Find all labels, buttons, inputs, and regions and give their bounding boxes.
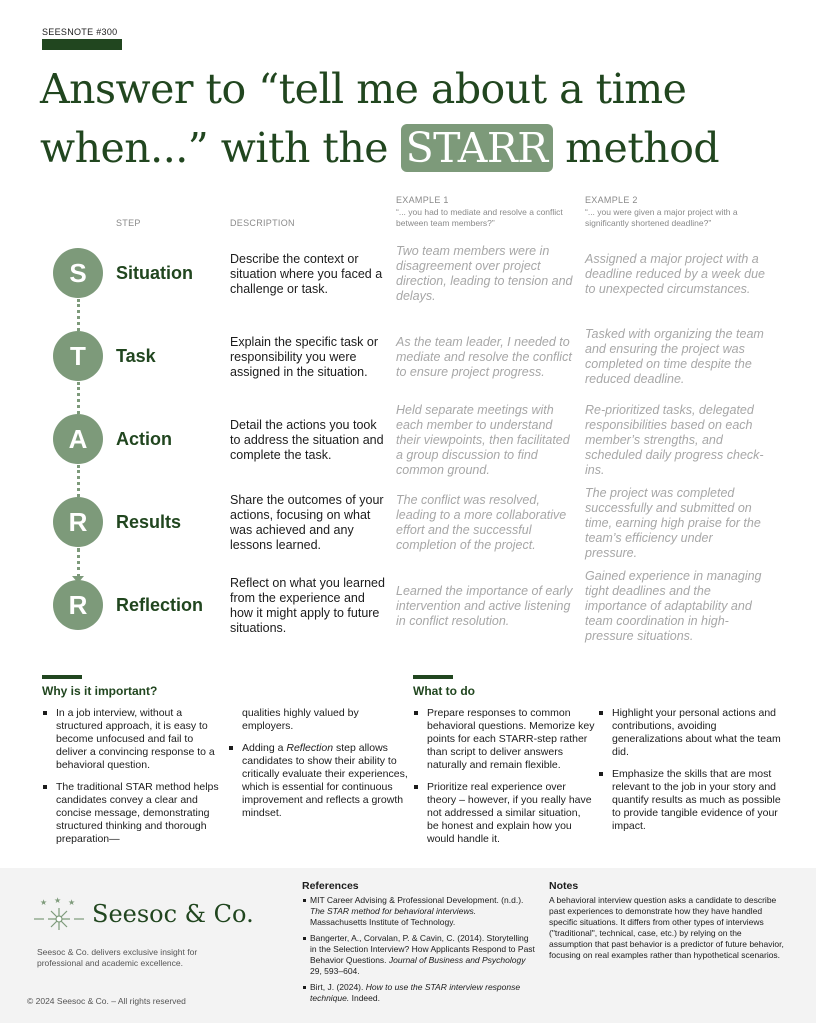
copyright: © 2024 Seesoc & Co. – All rights reserved xyxy=(27,996,186,1006)
step-description: Detail the actions you took to address the situation and complete the task. xyxy=(230,418,384,462)
example1-cell: The conflict was resolved, leading to a more collaborative effort and the successful completion of the project. xyxy=(396,493,567,552)
todo-list-col1 xyxy=(413,707,595,855)
list-item: In a job interview, without a structured approach, it is easy to become unfocused and fail to deliver a convincing response to a behavioral question. xyxy=(56,707,226,772)
logo-sunburst-icon xyxy=(30,896,88,932)
example2-cell: The project was completed successfully and submitted on time, earning high praise for the team’s efficiency under pressure. xyxy=(585,486,761,560)
page-title xyxy=(40,60,800,178)
section-bar xyxy=(413,675,453,679)
references-title: References xyxy=(302,880,359,892)
step-name-reflection: Reflection xyxy=(116,595,204,615)
step-circle-r: R xyxy=(53,497,103,547)
step-circle-r-reflection: R xyxy=(53,580,103,630)
list-item: Highlight your personal actions and contributions, avoiding generalizations about what the team did. xyxy=(612,707,784,759)
title-part1: Answer to “tell me about a time when...” with the xyxy=(40,65,687,172)
step-description: Reflect on what you learned from the experience and how it might apply to future situations. xyxy=(230,576,385,635)
step-circle-t: T xyxy=(53,331,103,381)
step-description: Explain the specific task or responsibility you were assigned in the situation. xyxy=(230,335,378,379)
series-label: SEESNOTE #300 xyxy=(42,27,118,37)
example1-cell: Two team members were in disagreement over project direction, leading to tension and delays. xyxy=(396,244,573,303)
example2-label: EXAMPLE 2 xyxy=(585,195,638,205)
reference-item: Bangerter, A., Corvalan, P. & Cavin, C. (2014). Storytelling in the Selection Interview? How Applicants Respond to Past Behavior Questions. Journal of Business and Psychology 29, 593–604. xyxy=(310,933,535,976)
reference-item: MIT Career Advising & Professional Development. (n.d.). The STAR method for behavioral interviews. Massachusetts Institute of Technology. xyxy=(310,895,535,928)
example1-cell: As the team leader, I needed to mediate and resolve the conflict to ensure project progress. xyxy=(396,335,572,379)
tagline: Seesoc & Co. delivers exclusive insight for professional and academic excellence. xyxy=(37,947,198,968)
notes-title: Notes xyxy=(549,880,579,892)
step-circle-s: S xyxy=(53,248,103,298)
example2-cell: Gained experience in managing tight deadlines and the importance of adaptability and team coordination in high-pressure situations. xyxy=(585,569,762,643)
svg-text:★: ★ xyxy=(40,898,48,907)
title-highlight: STARR xyxy=(401,124,553,172)
notes-text: A behavioral interview question asks a candidate to describe past experiences to demonstrate how they have handled specific situations. It differs from other types of interviews ("traditional", technical, case, etc.) by relying on the assumption that past behavior is a predictor of future behavior, focusing on real examples rather than hypothetical scenarios. xyxy=(549,895,784,960)
list-item: Prioritize real experience over theory – however, if you really have not addressed a similar situation, be honest and explain how you would handle it. xyxy=(427,781,595,846)
list-item-continued: qualities highly valued by employers. xyxy=(242,707,359,732)
example1-label: EXAMPLE 1 xyxy=(396,195,449,205)
connector-dots xyxy=(77,548,80,578)
list-item: Prepare responses to common behavioral questions. Memorize key points for each STARR-step rather than script to deliver answers naturally and remain flexible. xyxy=(427,707,595,771)
example1-cell: Learned the importance of early intervention and active listening in conflict resolution. xyxy=(396,584,573,628)
list-item: The traditional STAR method helps candidates convey a clear and concise message, demonstrating structured thinking and thorough preparation— xyxy=(56,781,226,846)
step-name-action: Action xyxy=(116,429,172,449)
todo-list-col2 xyxy=(598,707,784,842)
step-name-results: Results xyxy=(116,512,182,532)
references-list xyxy=(302,895,535,1009)
svg-text:★: ★ xyxy=(54,896,62,905)
list-item: Emphasize the skills that are most relevant to the job in your story and quantify results as much as possible to provide tangible evidence of your impact. xyxy=(612,768,784,833)
example2-cell: Assigned a major project with a deadline reduced by a week due to unexpected circumstances. xyxy=(585,252,765,296)
example2-cell: Re-prioritized tasks, delegated responsibilities based on each member’s strengths, and scheduled daily progress check-ins. xyxy=(585,403,764,477)
reference-item: Birt, J. (2024). How to use the STAR interview response technique. Indeed. xyxy=(310,982,535,1004)
why-list-col2 xyxy=(228,707,410,829)
column-header-step: STEP xyxy=(116,218,141,228)
step-description: Describe the context or situation where you faced a challenge or task. xyxy=(230,252,383,296)
series-bar xyxy=(42,39,122,50)
list-item: Adding a Reflection step allows candidates to show their ability to critically evaluate their experiences, which is essential for continuous improvement and reflects a growth mindset. xyxy=(242,742,410,820)
why-list-col1 xyxy=(42,707,226,855)
section-bar xyxy=(42,675,82,679)
todo-title: What to do xyxy=(413,684,475,698)
step-name-situation: Situation xyxy=(116,263,193,283)
example2-cell: Tasked with organizing the team and ensuring the project was completed on time despite the reduced deadline. xyxy=(585,327,764,386)
title-part2: method xyxy=(565,124,720,172)
example1-cell: Held separate meetings with each member to understand their viewpoints, then facilitated a group discussion to find common ground. xyxy=(396,403,570,477)
column-header-example1 xyxy=(396,195,576,229)
why-title: Why is it important? xyxy=(42,684,158,698)
column-header-example2 xyxy=(585,195,770,229)
example1-question: “... you had to mediate and resolve a conflict between team members?” xyxy=(396,207,563,228)
column-header-description: DESCRIPTION xyxy=(230,218,295,228)
svg-text:★: ★ xyxy=(68,898,76,907)
step-description: Share the outcomes of your actions, focusing on what was achieved and any lessons learned. xyxy=(230,493,384,552)
logo-text: Seesoc & Co. xyxy=(92,900,254,928)
step-circle-a: A xyxy=(53,414,103,464)
step-name-task: Task xyxy=(116,346,156,366)
example2-question: “... you were given a major project with a significantly shortened deadline?” xyxy=(585,207,738,228)
